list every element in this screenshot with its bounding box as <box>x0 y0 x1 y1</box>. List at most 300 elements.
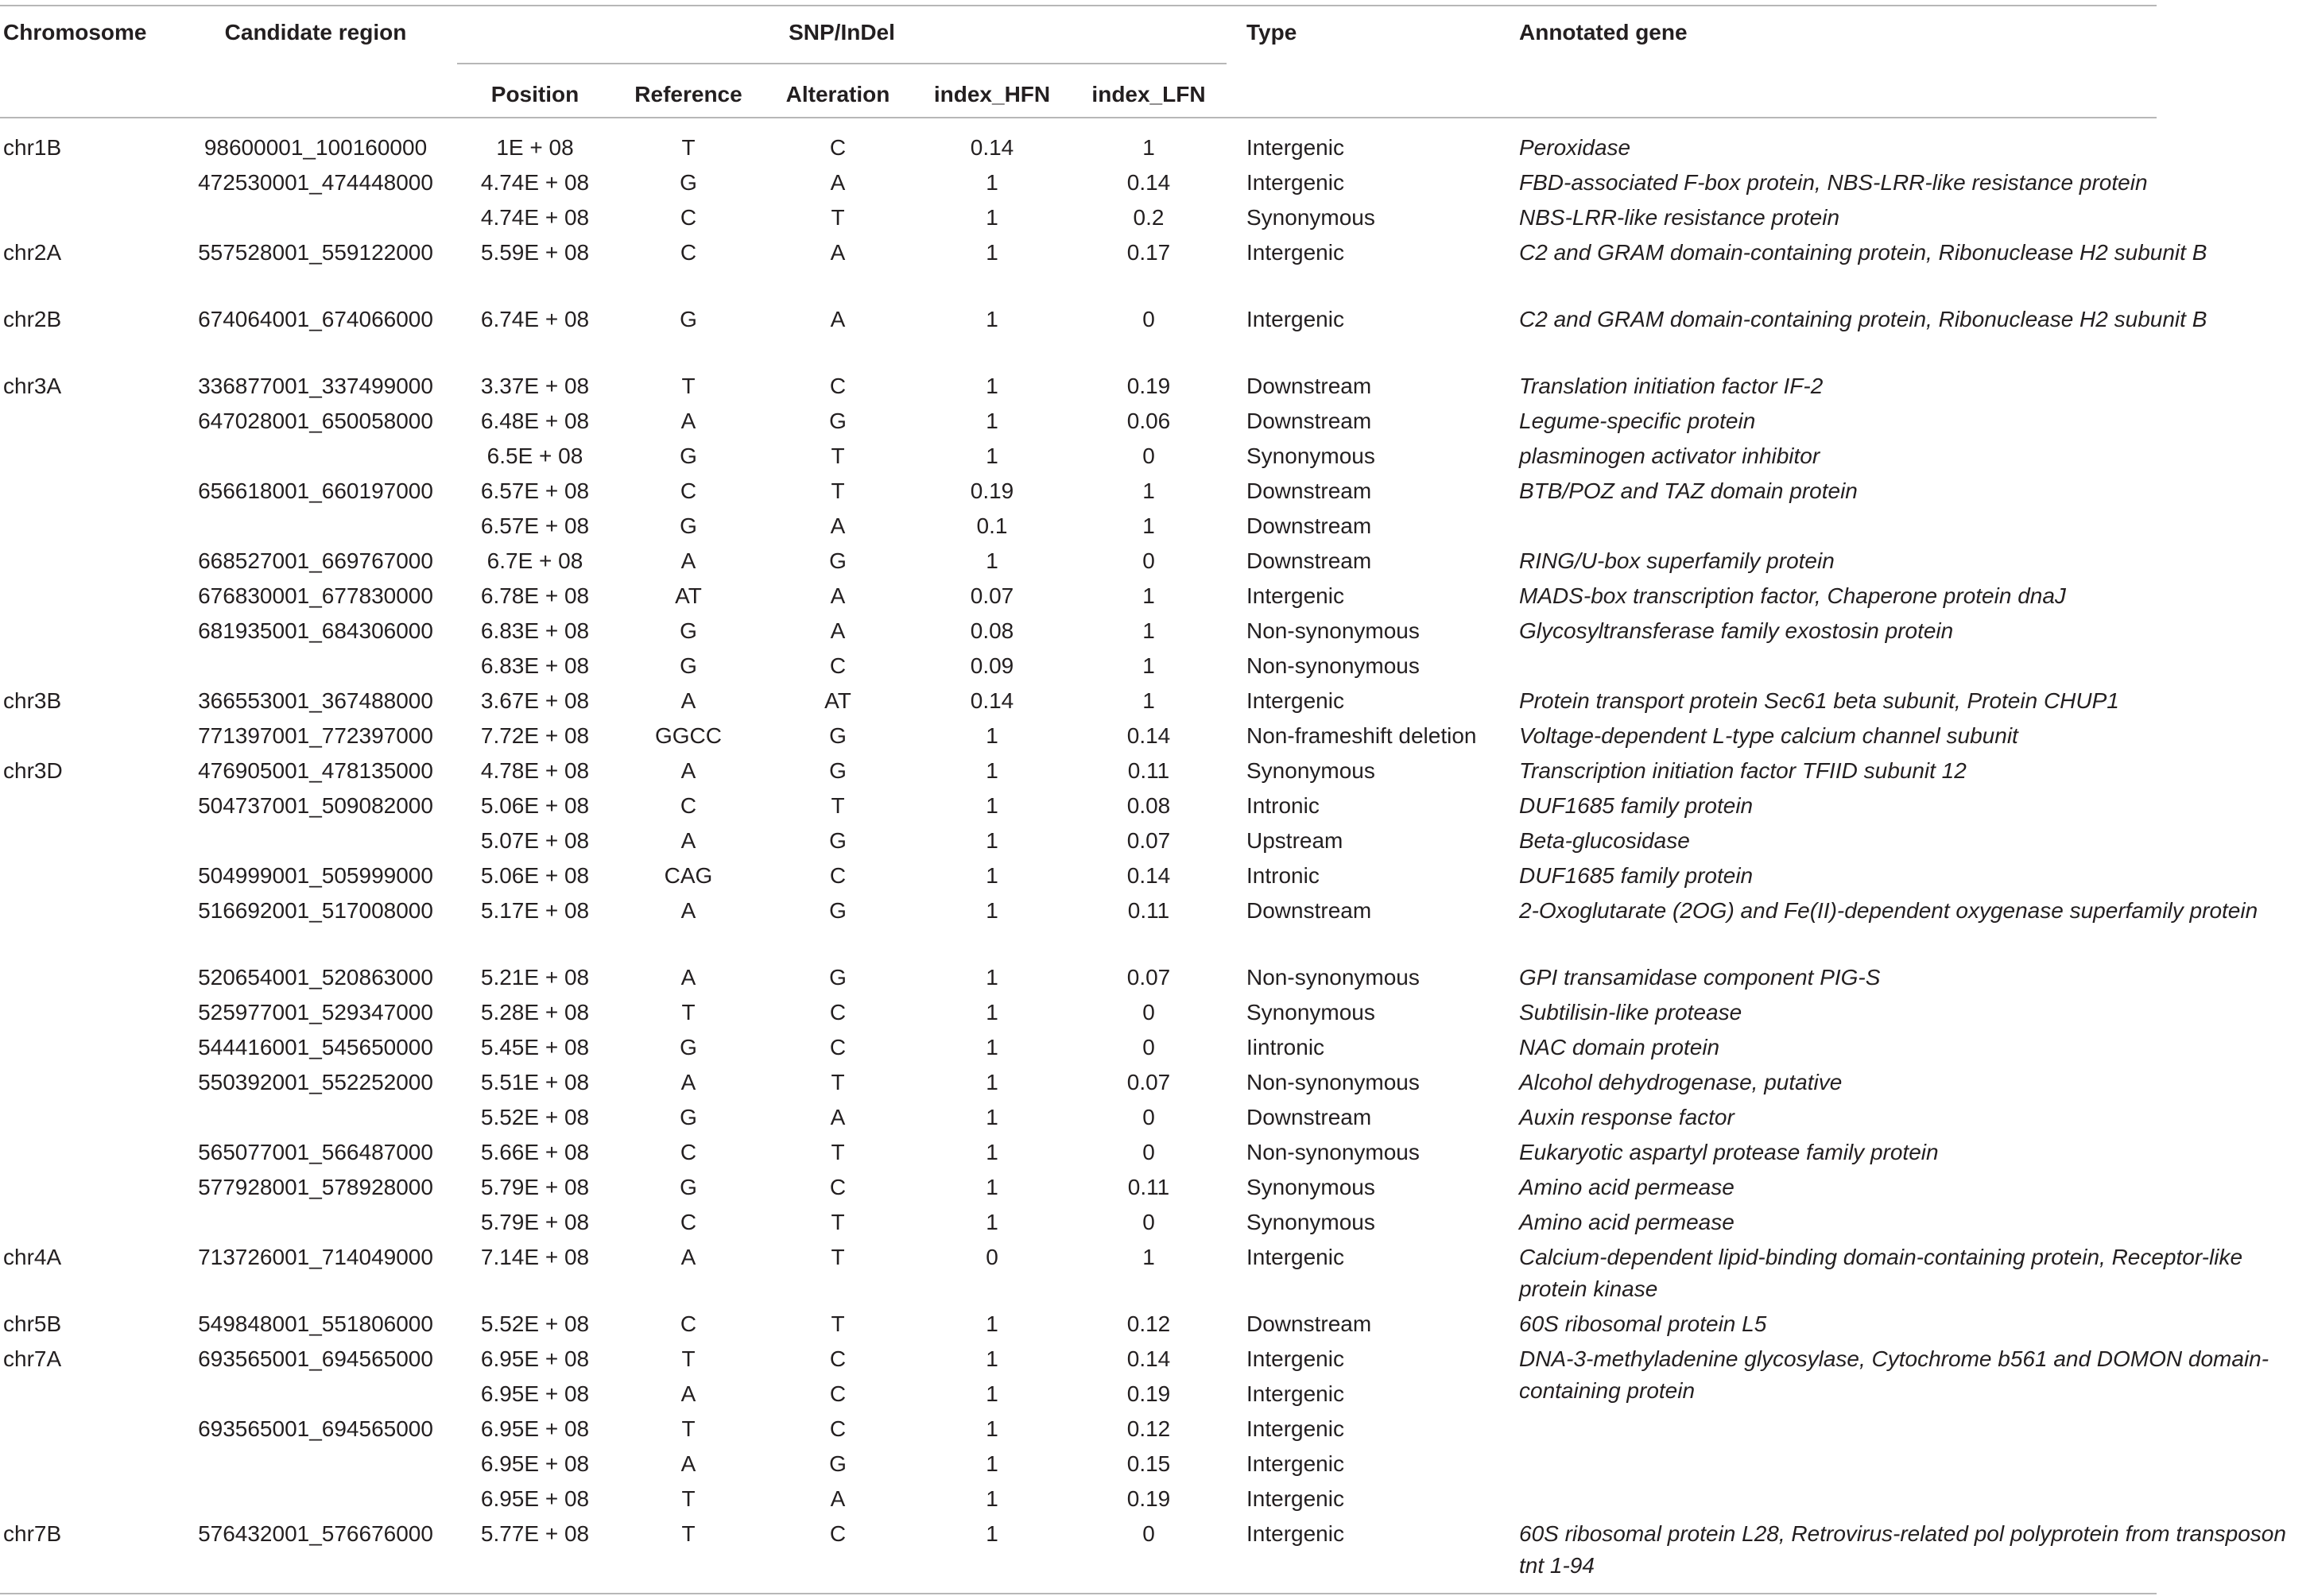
header-candidate-region: Candidate region <box>224 20 407 45</box>
cell-candidate-region: 504737001_509082000 <box>198 793 433 818</box>
cell-annotated-gene: Amino acid permease <box>1519 1210 1735 1234</box>
cell-type: Non-synonymous <box>1246 653 1420 678</box>
cell-candidate-region: 476905001_478135000 <box>198 758 433 783</box>
cell-candidate-region: 98600001_100160000 <box>203 135 428 160</box>
cell-alteration: T <box>831 1140 845 1164</box>
cell-position: 5.21E + 08 <box>480 965 590 990</box>
cell-alteration: T <box>831 444 845 468</box>
cell-annotated-gene: Calcium-dependent lipid-binding domain-containing protein, Receptor-like protein kinase <box>1519 1245 2243 1301</box>
cell-alteration: A <box>830 1105 846 1129</box>
cell-position: 6.83E + 08 <box>480 618 590 643</box>
cell-reference: C <box>680 205 697 230</box>
cell-index-hfn: 0.14 <box>970 688 1014 713</box>
cell-index-hfn: 1 <box>986 1416 998 1441</box>
table-row <box>0 580 2157 615</box>
cell-type: Intergenic <box>1246 135 1344 160</box>
cell-annotated-gene: C2 and GRAM domain-containing protein, Ribonuclease H2 subunit B <box>1519 240 2207 265</box>
cell-annotated-gene: C2 and GRAM domain-containing protein, Ribonuclease H2 subunit B <box>1519 307 2207 331</box>
table-row <box>0 1518 2286 1578</box>
cell-chromosome: chr2A <box>3 240 62 265</box>
cell-annotated-gene: DNA-3-methyladenine glycosylase, Cytochrome b561 and DOMON domain-containing protein <box>1519 1346 2269 1403</box>
cell-index-hfn: 1 <box>986 1311 998 1336</box>
cell-index-lfn: 1 <box>1142 583 1155 608</box>
cell-position: 5.07E + 08 <box>480 828 590 853</box>
cell-position: 5.06E + 08 <box>480 863 590 888</box>
cell-position: 1E + 08 <box>496 135 574 160</box>
cell-index-hfn: 1 <box>986 1521 998 1546</box>
cell-reference: G <box>680 307 697 331</box>
cell-alteration: A <box>830 307 846 331</box>
cell-reference: T <box>681 135 696 160</box>
table-row <box>0 1172 2157 1207</box>
cell-reference: A <box>680 1451 696 1476</box>
cell-annotated-gene: NBS-LRR-like resistance protein <box>1519 205 1840 230</box>
cell-index-hfn: 1 <box>986 863 998 888</box>
cell-position: 5.51E + 08 <box>480 1070 590 1094</box>
cell-alteration: G <box>829 1451 847 1476</box>
cell-type: Intronic <box>1246 863 1320 888</box>
cell-alteration: A <box>830 583 846 608</box>
cell-index-hfn: 0.19 <box>970 478 1014 503</box>
cell-index-lfn: 0.06 <box>1126 409 1171 433</box>
cell-type: Intergenic <box>1246 1245 1344 1269</box>
cell-alteration: G <box>829 409 847 433</box>
cell-annotated-gene: plasminogen activator inhibitor <box>1519 444 1820 468</box>
cell-index-hfn: 1 <box>986 1346 998 1371</box>
cell-reference: A <box>680 1245 696 1269</box>
cell-annotated-gene: 2-Oxoglutarate (2OG) and Fe(II)-dependent oxygenase superfamily protein <box>1519 898 2258 923</box>
cell-candidate-region: 550392001_552252000 <box>198 1070 433 1094</box>
cell-position: 6.7E + 08 <box>486 548 583 573</box>
cell-index-hfn: 0.08 <box>970 618 1014 643</box>
table-row <box>0 615 2157 650</box>
cell-index-hfn: 1 <box>986 758 998 783</box>
cell-type: Intronic <box>1246 793 1320 818</box>
cell-type: Iintronic <box>1246 1035 1325 1059</box>
cell-annotated-gene: NAC domain protein <box>1519 1035 1720 1059</box>
cell-reference: A <box>680 409 696 433</box>
cell-index-hfn: 1 <box>986 723 998 748</box>
table-row <box>0 1032 2157 1067</box>
cell-candidate-region: 516692001_517008000 <box>198 898 433 923</box>
header-reference: Reference <box>634 82 742 107</box>
table-row <box>0 1207 2157 1242</box>
cell-alteration: C <box>829 1175 847 1199</box>
cell-index-hfn: 1 <box>986 205 998 230</box>
cell-position: 5.77E + 08 <box>480 1521 590 1546</box>
cell-type: Intergenic <box>1246 307 1344 331</box>
cell-candidate-region: 565077001_566487000 <box>198 1140 433 1164</box>
table-row <box>0 237 2207 272</box>
cell-reference: T <box>681 1000 696 1025</box>
cell-type: Non-frameshift deletion <box>1246 723 1477 748</box>
cell-index-lfn: 0.19 <box>1126 374 1171 398</box>
table-row <box>0 370 2157 405</box>
cell-type: Non-synonymous <box>1246 965 1420 990</box>
cell-alteration: T <box>831 793 845 818</box>
cell-type: Intergenic <box>1246 1381 1344 1406</box>
table-row <box>0 685 2157 720</box>
cell-position: 5.66E + 08 <box>480 1140 590 1164</box>
cell-reference: T <box>681 1521 696 1546</box>
cell-type: Intergenic <box>1246 1346 1344 1371</box>
cell-annotated-gene: Legume-specific protein <box>1519 409 1756 433</box>
cell-index-lfn: 1 <box>1142 513 1155 538</box>
cell-position: 7.14E + 08 <box>480 1245 590 1269</box>
cell-annotated-gene: Glycosyltransferase family exostosin protein <box>1519 618 1954 643</box>
cell-index-lfn: 0.11 <box>1127 758 1170 783</box>
cell-reference: GGCC <box>655 723 722 748</box>
cell-position: 6.57E + 08 <box>480 513 590 538</box>
cell-position: 6.83E + 08 <box>480 653 590 678</box>
cell-position: 5.52E + 08 <box>480 1311 590 1336</box>
header-index-lfn: index_LFN <box>1091 82 1206 107</box>
table-row <box>0 1483 2157 1518</box>
cell-candidate-region: 681935001_684306000 <box>198 618 433 643</box>
cell-candidate-region: 771397001_772397000 <box>198 723 433 748</box>
cell-annotated-gene: Protein transport protein Sec61 beta subunit, Protein CHUP1 <box>1519 688 2119 713</box>
cell-annotated-gene: RING/U-box superfamily protein <box>1519 548 1835 573</box>
cell-type: Upstream <box>1246 828 1343 853</box>
table-row <box>0 167 2157 202</box>
cell-index-hfn: 1 <box>986 240 998 265</box>
cell-chromosome: chr3D <box>3 758 63 783</box>
cell-alteration: G <box>829 758 847 783</box>
table-row <box>0 475 2157 510</box>
header-position: Position <box>490 82 579 107</box>
cell-position: 5.79E + 08 <box>480 1210 590 1234</box>
cell-alteration: T <box>831 1245 845 1269</box>
cell-index-lfn: 0 <box>1142 307 1155 331</box>
cell-index-hfn: 1 <box>986 1381 998 1406</box>
cell-index-lfn: 0 <box>1142 1035 1155 1059</box>
cell-alteration: C <box>829 863 847 888</box>
cell-reference: G <box>680 170 697 195</box>
cell-index-lfn: 0.2 <box>1133 205 1165 230</box>
cell-reference: G <box>680 444 697 468</box>
cell-reference: A <box>680 758 696 783</box>
cell-type: Downstream <box>1246 513 1372 538</box>
header-chromosome: Chromosome <box>3 20 147 45</box>
cell-type: Synonymous <box>1246 758 1375 783</box>
cell-index-lfn: 0.14 <box>1126 863 1171 888</box>
cell-index-lfn: 0.17 <box>1126 240 1171 265</box>
table-row <box>0 650 2157 685</box>
cell-candidate-region: 647028001_650058000 <box>198 409 433 433</box>
cell-position: 6.5E + 08 <box>486 444 583 468</box>
cell-index-lfn: 0 <box>1142 1000 1155 1025</box>
table-row <box>0 132 2157 167</box>
cell-annotated-gene: Subtilisin-like protease <box>1519 1000 1742 1025</box>
table-row <box>0 1102 2157 1137</box>
cell-index-hfn: 1 <box>986 828 998 853</box>
cell-alteration: C <box>829 135 847 160</box>
cell-position: 6.95E + 08 <box>480 1451 590 1476</box>
cell-type: Downstream <box>1246 898 1372 923</box>
cell-position: 6.95E + 08 <box>480 1416 590 1441</box>
cell-alteration: C <box>829 374 847 398</box>
table-row <box>0 510 2157 545</box>
cell-chromosome: chr7A <box>3 1346 62 1371</box>
cell-type: Intergenic <box>1246 170 1344 195</box>
cell-type: Downstream <box>1246 478 1372 503</box>
cell-index-lfn: 0 <box>1142 1521 1155 1546</box>
cell-index-lfn: 0.15 <box>1126 1451 1171 1476</box>
cell-alteration: AT <box>824 688 851 713</box>
cell-reference: A <box>680 688 696 713</box>
top-rule <box>0 5 2157 6</box>
cell-type: Intergenic <box>1246 688 1344 713</box>
cell-reference: G <box>680 513 697 538</box>
cell-candidate-region: 557528001_559122000 <box>198 240 433 265</box>
cell-position: 4.74E + 08 <box>480 205 590 230</box>
cell-reference: G <box>680 1035 697 1059</box>
cell-type: Intergenic <box>1246 1486 1344 1511</box>
cell-position: 4.74E + 08 <box>480 170 590 195</box>
cell-annotated-gene: MADS-box transcription factor, Chaperone protein dnaJ <box>1519 583 2066 608</box>
header-alteration: Alteration <box>785 82 890 107</box>
cell-candidate-region: 693565001_694565000 <box>198 1416 433 1441</box>
cell-position: 5.06E + 08 <box>480 793 590 818</box>
cell-candidate-region: 576432001_576676000 <box>198 1521 433 1546</box>
cell-type: Downstream <box>1246 1105 1372 1129</box>
cell-annotated-gene: Peroxidase <box>1519 135 1631 160</box>
cell-index-hfn: 1 <box>986 1105 998 1129</box>
cell-chromosome: chr4A <box>3 1245 62 1269</box>
cell-annotated-gene: 60S ribosomal protein L5 <box>1519 1311 1767 1336</box>
cell-alteration: T <box>831 1210 845 1234</box>
cell-alteration: G <box>829 828 847 853</box>
cell-candidate-region: 472530001_474448000 <box>198 170 433 195</box>
table-row <box>0 860 2157 895</box>
cell-annotated-gene: 60S ribosomal protein L28, Retrovirus-related pol polyprotein from transposon tnt 1-94 <box>1519 1521 2286 1578</box>
cell-candidate-region: 520654001_520863000 <box>198 965 433 990</box>
cell-position: 5.52E + 08 <box>480 1105 590 1129</box>
cell-annotated-gene: Transcription initiation factor TFIID subunit 12 <box>1519 758 1967 783</box>
cell-annotated-gene: DUF1685 family protein <box>1519 863 1754 888</box>
cell-index-hfn: 0.07 <box>970 583 1014 608</box>
cell-alteration: C <box>829 1416 847 1441</box>
header-index-hfn: index_HFN <box>933 82 1051 107</box>
cell-position: 3.67E + 08 <box>480 688 590 713</box>
cell-index-lfn: 0 <box>1142 1140 1155 1164</box>
cell-index-hfn: 1 <box>986 965 998 990</box>
table-row <box>0 1378 2157 1413</box>
cell-candidate-region: 693565001_694565000 <box>198 1346 433 1371</box>
cell-position: 5.17E + 08 <box>480 898 590 923</box>
cell-annotated-gene: DUF1685 family protein <box>1519 793 1754 818</box>
cell-chromosome: chr5B <box>3 1311 62 1336</box>
cell-candidate-region: 674064001_674066000 <box>198 307 433 331</box>
cell-alteration: C <box>829 1381 847 1406</box>
cell-position: 6.78E + 08 <box>480 583 590 608</box>
table-row <box>0 895 2258 930</box>
cell-index-lfn: 1 <box>1142 478 1155 503</box>
cell-alteration: A <box>830 513 846 538</box>
cell-reference: C <box>680 793 697 818</box>
cell-annotated-gene: FBD-associated F-box protein, NBS-LRR-like resistance protein <box>1519 170 2148 195</box>
cell-candidate-region: 656618001_660197000 <box>198 478 433 503</box>
cell-index-hfn: 1 <box>986 444 998 468</box>
cell-alteration: C <box>829 653 847 678</box>
cell-index-lfn: 0.12 <box>1126 1416 1171 1441</box>
cell-index-hfn: 1 <box>986 1035 998 1059</box>
cell-reference: C <box>680 1140 697 1164</box>
cell-alteration: A <box>830 240 846 265</box>
table-row <box>0 962 2157 997</box>
header-snp-indel: SNP/InDel <box>789 20 895 45</box>
cell-index-lfn: 0.19 <box>1126 1486 1171 1511</box>
cell-index-lfn: 0.11 <box>1127 898 1170 923</box>
cell-type: Intergenic <box>1246 1416 1344 1441</box>
table-row <box>0 720 2157 755</box>
cell-position: 7.72E + 08 <box>480 723 590 748</box>
cell-type: Synonymous <box>1246 205 1375 230</box>
cell-candidate-region: 549848001_551806000 <box>198 1311 433 1336</box>
cell-position: 6.95E + 08 <box>480 1346 590 1371</box>
cell-type: Downstream <box>1246 1311 1372 1336</box>
table-row <box>0 790 2157 825</box>
table-row <box>0 304 2207 339</box>
snp-group-rule <box>457 63 1227 64</box>
cell-index-hfn: 1 <box>986 1000 998 1025</box>
cell-candidate-region: 504999001_505999000 <box>198 863 433 888</box>
table-row <box>0 1137 2157 1172</box>
cell-alteration: A <box>830 618 846 643</box>
cell-position: 6.95E + 08 <box>480 1381 590 1406</box>
cell-reference: T <box>681 1486 696 1511</box>
cell-chromosome: chr3A <box>3 374 62 398</box>
cell-reference: T <box>681 374 696 398</box>
cell-candidate-region: 544416001_545650000 <box>198 1035 433 1059</box>
cell-candidate-region: 577928001_578928000 <box>198 1175 433 1199</box>
cell-index-lfn: 0.14 <box>1126 170 1171 195</box>
cell-reference: AT <box>675 583 702 608</box>
cell-type: Non-synonymous <box>1246 1070 1420 1094</box>
cell-type: Intergenic <box>1246 240 1344 265</box>
cell-reference: C <box>680 1311 697 1336</box>
cell-index-hfn: 1 <box>986 898 998 923</box>
cell-index-lfn: 0 <box>1142 1210 1155 1234</box>
cell-index-hfn: 1 <box>986 1175 998 1199</box>
cell-position: 5.79E + 08 <box>480 1175 590 1199</box>
cell-type: Non-synonymous <box>1246 618 1420 643</box>
cell-reference: A <box>680 898 696 923</box>
bottom-rule <box>0 1593 2157 1594</box>
cell-index-hfn: 1 <box>986 793 998 818</box>
cell-index-hfn: 1 <box>986 409 998 433</box>
cell-chromosome: chr7B <box>3 1521 62 1546</box>
cell-reference: G <box>680 618 697 643</box>
cell-alteration: A <box>830 1486 846 1511</box>
cell-reference: G <box>680 1175 697 1199</box>
cell-candidate-region: 676830001_677830000 <box>198 583 433 608</box>
cell-reference: C <box>680 240 697 265</box>
cell-position: 5.28E + 08 <box>480 1000 590 1025</box>
table-row <box>0 545 2157 580</box>
cell-alteration: T <box>831 205 845 230</box>
cell-alteration: G <box>829 898 847 923</box>
cell-index-hfn: 1 <box>986 1451 998 1476</box>
cell-index-lfn: 0.14 <box>1126 1346 1171 1371</box>
cell-index-lfn: 1 <box>1142 618 1155 643</box>
cell-type: Non-synonymous <box>1246 1140 1420 1164</box>
cell-annotated-gene: Translation initiation factor IF-2 <box>1519 374 1824 398</box>
cell-index-hfn: 1 <box>986 1210 998 1234</box>
cell-annotated-gene: BTB/POZ and TAZ domain protein <box>1519 478 1858 503</box>
cell-type: Synonymous <box>1246 444 1375 468</box>
cell-reference: C <box>680 1210 697 1234</box>
table-row <box>0 997 2157 1032</box>
cell-type: Synonymous <box>1246 1210 1375 1234</box>
table-row <box>0 1448 2157 1483</box>
cell-reference: A <box>680 1381 696 1406</box>
table-row <box>0 1413 2157 1448</box>
cell-candidate-region: 668527001_669767000 <box>198 548 433 573</box>
cell-alteration: G <box>829 723 847 748</box>
cell-alteration: C <box>829 1035 847 1059</box>
cell-alteration: T <box>831 478 845 503</box>
cell-index-lfn: 1 <box>1142 1245 1155 1269</box>
cell-candidate-region: 713726001_714049000 <box>198 1245 433 1269</box>
cell-reference: CAG <box>664 863 713 888</box>
cell-index-hfn: 0 <box>986 1245 998 1269</box>
cell-type: Downstream <box>1246 548 1372 573</box>
table-row <box>0 1067 2157 1102</box>
cell-index-lfn: 1 <box>1142 653 1155 678</box>
cell-annotated-gene: GPI transamidase component PIG-S <box>1519 965 1881 990</box>
table-row <box>0 440 2157 475</box>
cell-reference: A <box>680 828 696 853</box>
cell-reference: A <box>680 1070 696 1094</box>
cell-index-hfn: 0.1 <box>976 513 1008 538</box>
cell-position: 6.74E + 08 <box>480 307 590 331</box>
cell-index-lfn: 0.07 <box>1126 965 1171 990</box>
cell-chromosome: chr1B <box>3 135 62 160</box>
cell-index-lfn: 0.07 <box>1126 828 1171 853</box>
cell-candidate-region: 366553001_367488000 <box>198 688 433 713</box>
cell-type: Downstream <box>1246 409 1372 433</box>
cell-alteration: C <box>829 1000 847 1025</box>
cell-annotated-gene: Auxin response factor <box>1519 1105 1735 1129</box>
cell-position: 6.48E + 08 <box>480 409 590 433</box>
cell-reference: T <box>681 1416 696 1441</box>
cell-index-hfn: 1 <box>986 1486 998 1511</box>
table-row <box>0 825 2157 860</box>
cell-index-hfn: 1 <box>986 170 998 195</box>
cell-reference: G <box>680 653 697 678</box>
cell-type: Intergenic <box>1246 1521 1344 1546</box>
cell-alteration: G <box>829 548 847 573</box>
cell-index-hfn: 0.09 <box>970 653 1014 678</box>
cell-index-lfn: 0.19 <box>1126 1381 1171 1406</box>
cell-index-hfn: 1 <box>986 307 998 331</box>
cell-index-lfn: 0 <box>1142 444 1155 468</box>
cell-index-lfn: 0.07 <box>1126 1070 1171 1094</box>
cell-index-lfn: 0 <box>1142 548 1155 573</box>
cell-type: Intergenic <box>1246 1451 1344 1476</box>
cell-reference: G <box>680 1105 697 1129</box>
cell-position: 4.78E + 08 <box>480 758 590 783</box>
cell-alteration: T <box>831 1311 845 1336</box>
cell-alteration: G <box>829 965 847 990</box>
cell-reference: A <box>680 965 696 990</box>
cell-index-hfn: 0.14 <box>970 135 1014 160</box>
cell-annotated-gene: Alcohol dehydrogenase, putative <box>1519 1070 1843 1094</box>
cell-position: 5.45E + 08 <box>480 1035 590 1059</box>
cell-chromosome: chr3B <box>3 688 62 713</box>
cell-position: 6.57E + 08 <box>480 478 590 503</box>
